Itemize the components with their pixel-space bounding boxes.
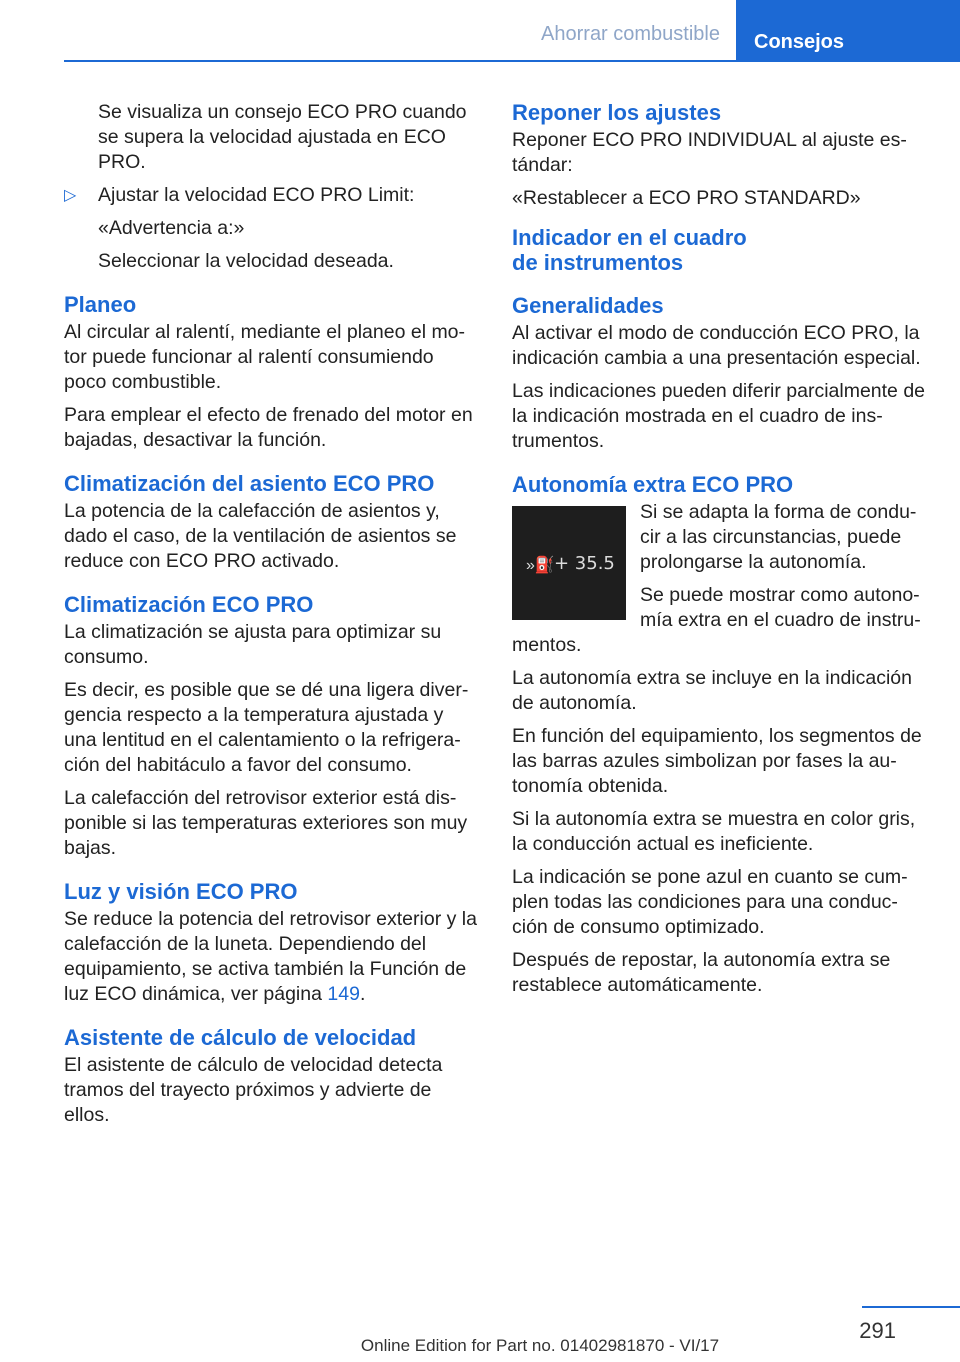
autonomia-paragraph-1: Si se adapta la forma de condu‐ cir a las circunstancias, puede prolongarse la autonomía. <box>640 501 917 573</box>
left-column <box>64 100 480 1136</box>
heading-asistente: Asistente de cálculo de velocidad <box>64 1025 417 1050</box>
heading-indicador-line1: Indicador en el cuadro <box>512 225 747 250</box>
reponer-paragraph-1: Reponer ECO PRO INDIVIDUAL al ajuste es‐ tándar: <box>512 129 907 176</box>
heading-luz-vision: Luz y visión ECO PRO <box>64 879 298 904</box>
reponer-paragraph-2: «Restablecer a ECO PRO STANDARD» <box>512 187 861 209</box>
planeo-paragraph-2: Para emplear el efecto de frenado del motor en bajadas, desactivar la función. <box>64 404 473 451</box>
generalidades-paragraph-2: Las indicaciones pueden diferir parcialmente de la indicación mostrada en el cuadro de ins‐ trumentos. <box>512 380 926 452</box>
heading-indicador <box>512 225 932 275</box>
bullet-text: Ajustar la velocidad ECO PRO Limit: <box>98 184 415 206</box>
autonomia-paragraph-6: La indicación se pone azul en cuanto se cum‐ plen todas las condiciones para una conduc‐ ción de consumo optimizado. <box>512 866 908 938</box>
bullet-sub-seleccionar: Seleccionar la velocidad deseada. <box>98 250 394 272</box>
page-reference-link[interactable]: 149 <box>327 983 360 1005</box>
generalidades-paragraph-1: Al activar el modo de conducción ECO PRO, la indicación cambia a una presentación especial. <box>512 322 921 369</box>
clima-paragraph-2: Es decir, es posible que se dé una ligera diver‐ gencia respecto a la temperatura ajustada y una lentitud en el calentamiento o la refrigera‐ ción del habitáculo a favor del consumo. <box>64 679 469 776</box>
autonomia-paragraph-7: Después de repostar, la autonomía extra se restablece automáticamente. <box>512 949 891 996</box>
display-value: + 35.5 <box>554 553 615 574</box>
luz-paragraph-1 <box>64 907 480 1007</box>
page-number: 291 <box>859 1318 896 1343</box>
heading-climatizacion: Climatización ECO PRO <box>64 592 314 617</box>
autonomia-paragraph-3: La autonomía extra se incluye en la indicación de autonomía. <box>512 667 912 714</box>
autonomia-figure-block <box>512 500 932 666</box>
asistente-paragraph-1: El asistente de cálculo de velocidad detecta tramos del trayecto próximos y advierte de ellos. <box>64 1054 443 1126</box>
luz-text: Se reduce la potencia del retrovisor exterior y la calefacción de la luneta. Dependiendo del equipamiento, se activa también la Función de luz ECO dinámica, ver página <box>64 908 477 1005</box>
breadcrumb-section[interactable]: Ahorrar combustible <box>541 23 720 45</box>
luz-text-end: . <box>359 983 366 1005</box>
clima-paragraph-3: La calefacción del retrovisor exterior está dis‐ ponible si las temperaturas exteriores son muy bajas. <box>64 787 468 859</box>
bullet-item <box>64 183 480 274</box>
heading-planeo: Planeo <box>64 292 137 317</box>
header-divider <box>64 60 960 62</box>
autonomia-paragraph-5: Si la autonomía extra se muestra en color gris, la conducción actual es ineficiente. <box>512 808 916 855</box>
breadcrumb-active-tab[interactable]: Consejos <box>736 0 960 62</box>
page-header <box>0 0 960 62</box>
footer-divider <box>862 1306 960 1308</box>
heading-climatizacion-asiento: Climatización del asiento ECO PRO <box>64 471 435 496</box>
clima-paragraph-1: La climatización se ajusta para optimizar su consumo. <box>64 621 442 668</box>
instrument-display-image <box>512 506 626 620</box>
heading-autonomia-extra: Autonomía extra ECO PRO <box>512 472 794 497</box>
autonomia-paragraph-2: Se puede mostrar como autono‐ mía extra en el cuadro de instru‐ mentos. <box>512 584 921 656</box>
edition-footer: Online Edition for Part no. 01402981870 - VI/17 <box>360 1336 720 1355</box>
bullet-sub-advertencia: «Advertencia a:» <box>98 217 245 239</box>
right-column <box>512 100 932 1006</box>
fuel-pump-icon: »⛽ <box>526 557 555 574</box>
triangle-bullet-icon: ▷ <box>64 187 77 204</box>
heading-generalidades: Generalidades <box>512 293 664 318</box>
intro-text: Se visualiza un consejo ECO PRO cuando se supera la velocidad ajustada en ECO PRO. <box>98 101 467 173</box>
planeo-paragraph-1: Al circular al ralentí, mediante el planeo el mo‐ tor puede funcionar al ralentí consumiendo poco combustible. <box>64 321 466 393</box>
asiento-paragraph-1: La potencia de la calefacción de asientos y, dado el caso, de la ventilación de asientos se reduce con ECO PRO activado. <box>64 500 457 572</box>
heading-indicador-line2: de instrumentos <box>512 250 684 275</box>
heading-reponer: Reponer los ajustes <box>512 100 722 125</box>
autonomia-paragraph-4: En función del equipamiento, los segmentos de las barras azules simbolizan por fases la au‐ tonomía obtenida. <box>512 725 922 797</box>
